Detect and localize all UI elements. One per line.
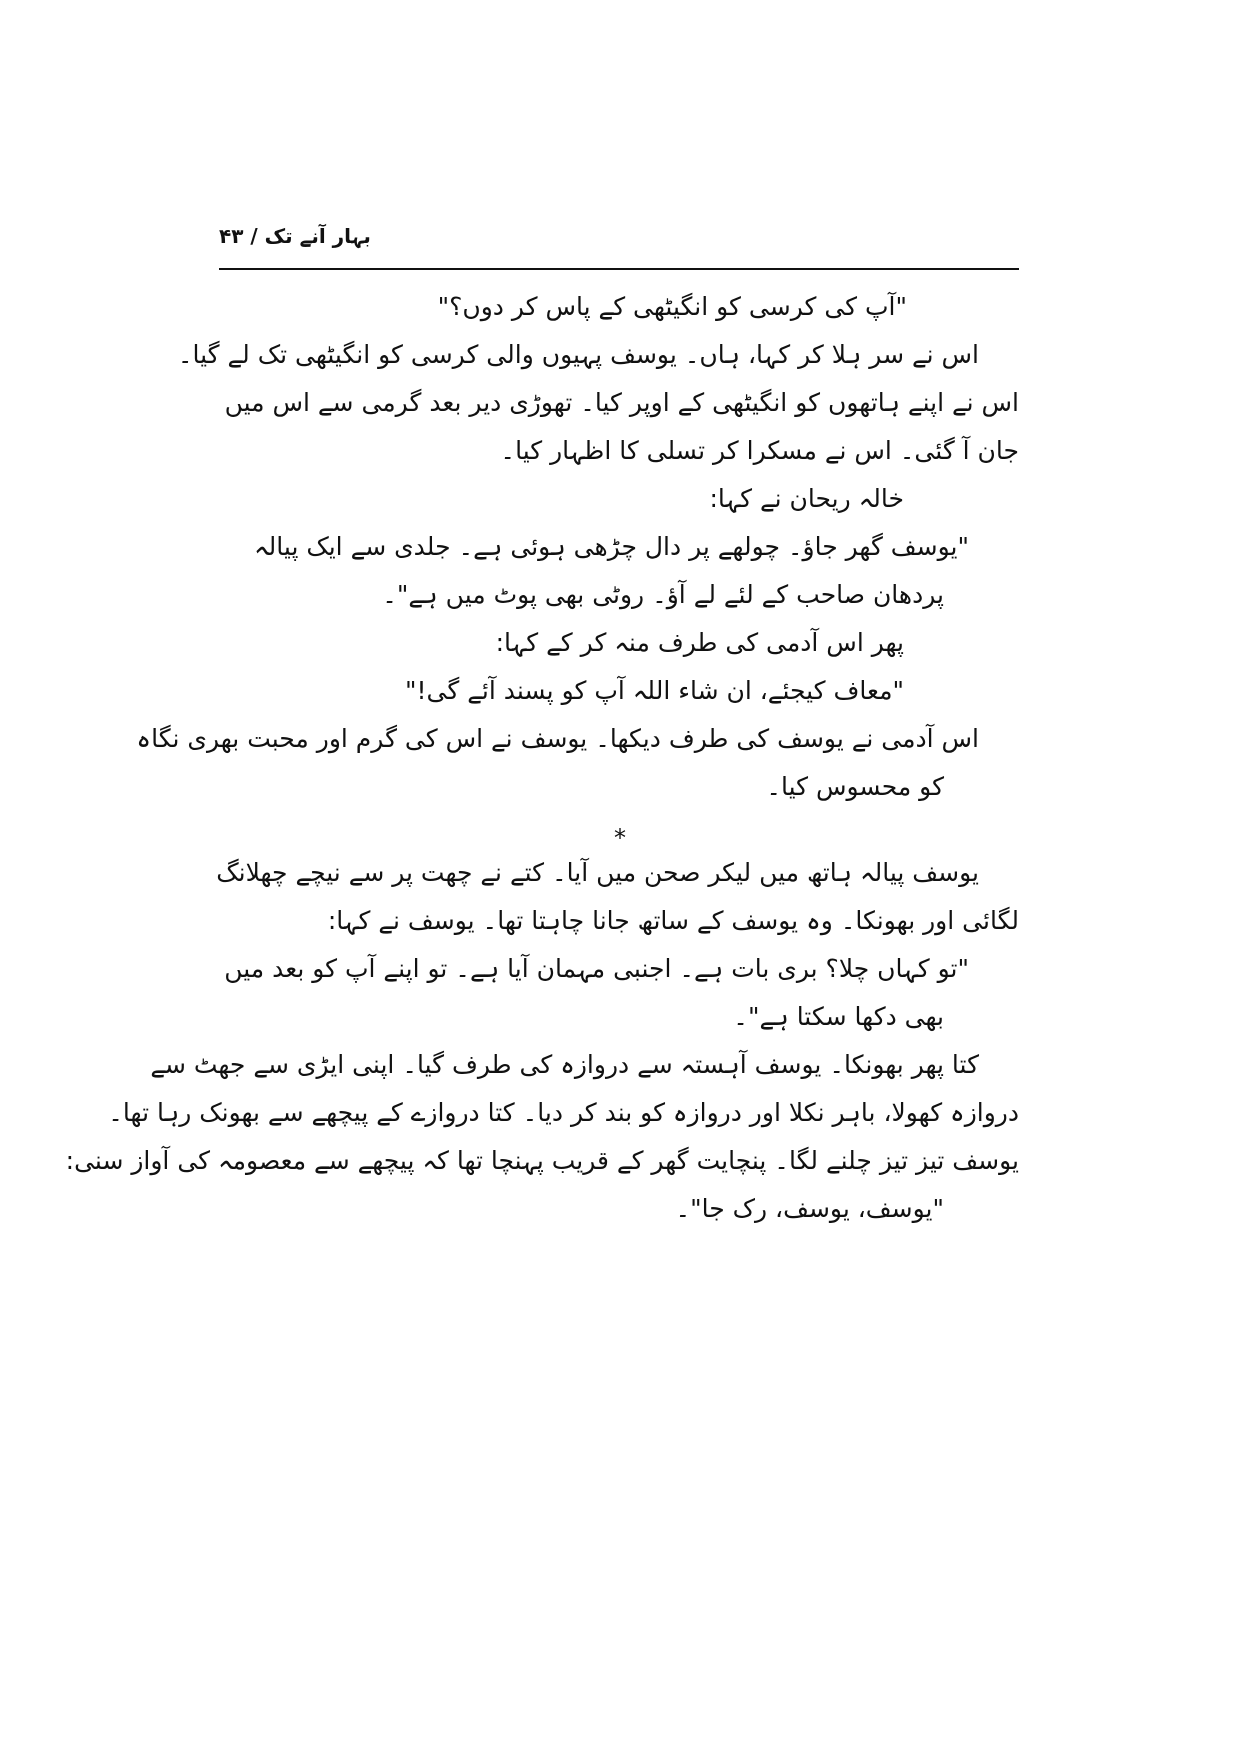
- text-line: جان آ گئی۔ اس نے مسکرا کر تسلی کا اظہار کیا۔: [500, 436, 1019, 465]
- text-line: "تو کہاں چلا؟ بری بات ہے۔ اجنبی مہمان آیا ہے۔ تو اپنے آپ کو بعد میں: [224, 954, 969, 983]
- text-line: پردھان صاحب کے لئے لے آؤ۔ روٹی بھی پوٹ میں ہے"۔: [382, 580, 944, 609]
- text-line: "آپ کی کرسی کو انگیٹھی کے پاس کر دوں؟": [437, 292, 907, 321]
- text-line: خالہ ریحان نے کہا:: [709, 484, 904, 513]
- text-line: "معاف کیجئے، ان شاء اللہ آپ کو پسند آئے گی!": [405, 676, 904, 705]
- text-section-2: [65, 849, 1019, 1233]
- text-section-1: [136, 283, 1019, 811]
- text-line: لگائی اور بھونکا۔ وہ یوسف کے ساتھ جانا چاہتا تھا۔ یوسف نے کہا:: [327, 906, 1019, 935]
- text-line: "یوسف، یوسف، رک جا"۔: [675, 1194, 944, 1223]
- text-line: کو محسوس کیا۔: [766, 772, 944, 801]
- running-title: بہار آنے تک / ۴۳: [219, 224, 371, 248]
- text-line: اس نے اپنے ہاتھوں کو انگیٹھی کے اوپر کیا۔ تھوڑی دیر بعد گرمی سے اس میں: [224, 388, 1019, 417]
- text-line: اس آدمی نے یوسف کی طرف دیکھا۔ یوسف نے اس کی گرم اور محبت بھری نگاہ: [136, 724, 979, 753]
- text-line: "یوسف گھر جاؤ۔ چولھے پر دال چڑھی ہوئی ہے۔ جلدی سے ایک پیالہ: [254, 532, 969, 561]
- text-line: پھر اس آدمی کی طرف منہ کر کے کہا:: [495, 628, 904, 657]
- section-separator: *: [614, 824, 626, 852]
- text-line: اس نے سر ہلا کر کہا، ہاں۔ یوسف پہیوں والی کرسی کو انگیٹھی تک لے گیا۔: [177, 340, 979, 369]
- text-line: کتا پھر بھونکا۔ یوسف آہستہ سے دروازہ کی طرف گیا۔ اپنی ایڑی سے جھٹ سے: [150, 1050, 979, 1079]
- page-header: [219, 212, 1019, 270]
- text-line: بھی دکھا سکتا ہے"۔: [733, 1002, 944, 1031]
- text-line: دروازہ کھولا، باہر نکلا اور دروازہ کو بند کر دیا۔ کتا دروازے کے پیچھے سے بھونک رہا تھا۔: [108, 1098, 1019, 1127]
- text-line: یوسف پیالہ ہاتھ میں لیکر صحن میں آیا۔ کتے نے چھت پر سے نیچے چھلانگ: [216, 858, 979, 887]
- text-line: یوسف تیز تیز چلنے لگا۔ پنچایت گھر کے قریب پہنچا تھا کہ پیچھے سے معصومہ کی آواز سنی:: [65, 1146, 1019, 1175]
